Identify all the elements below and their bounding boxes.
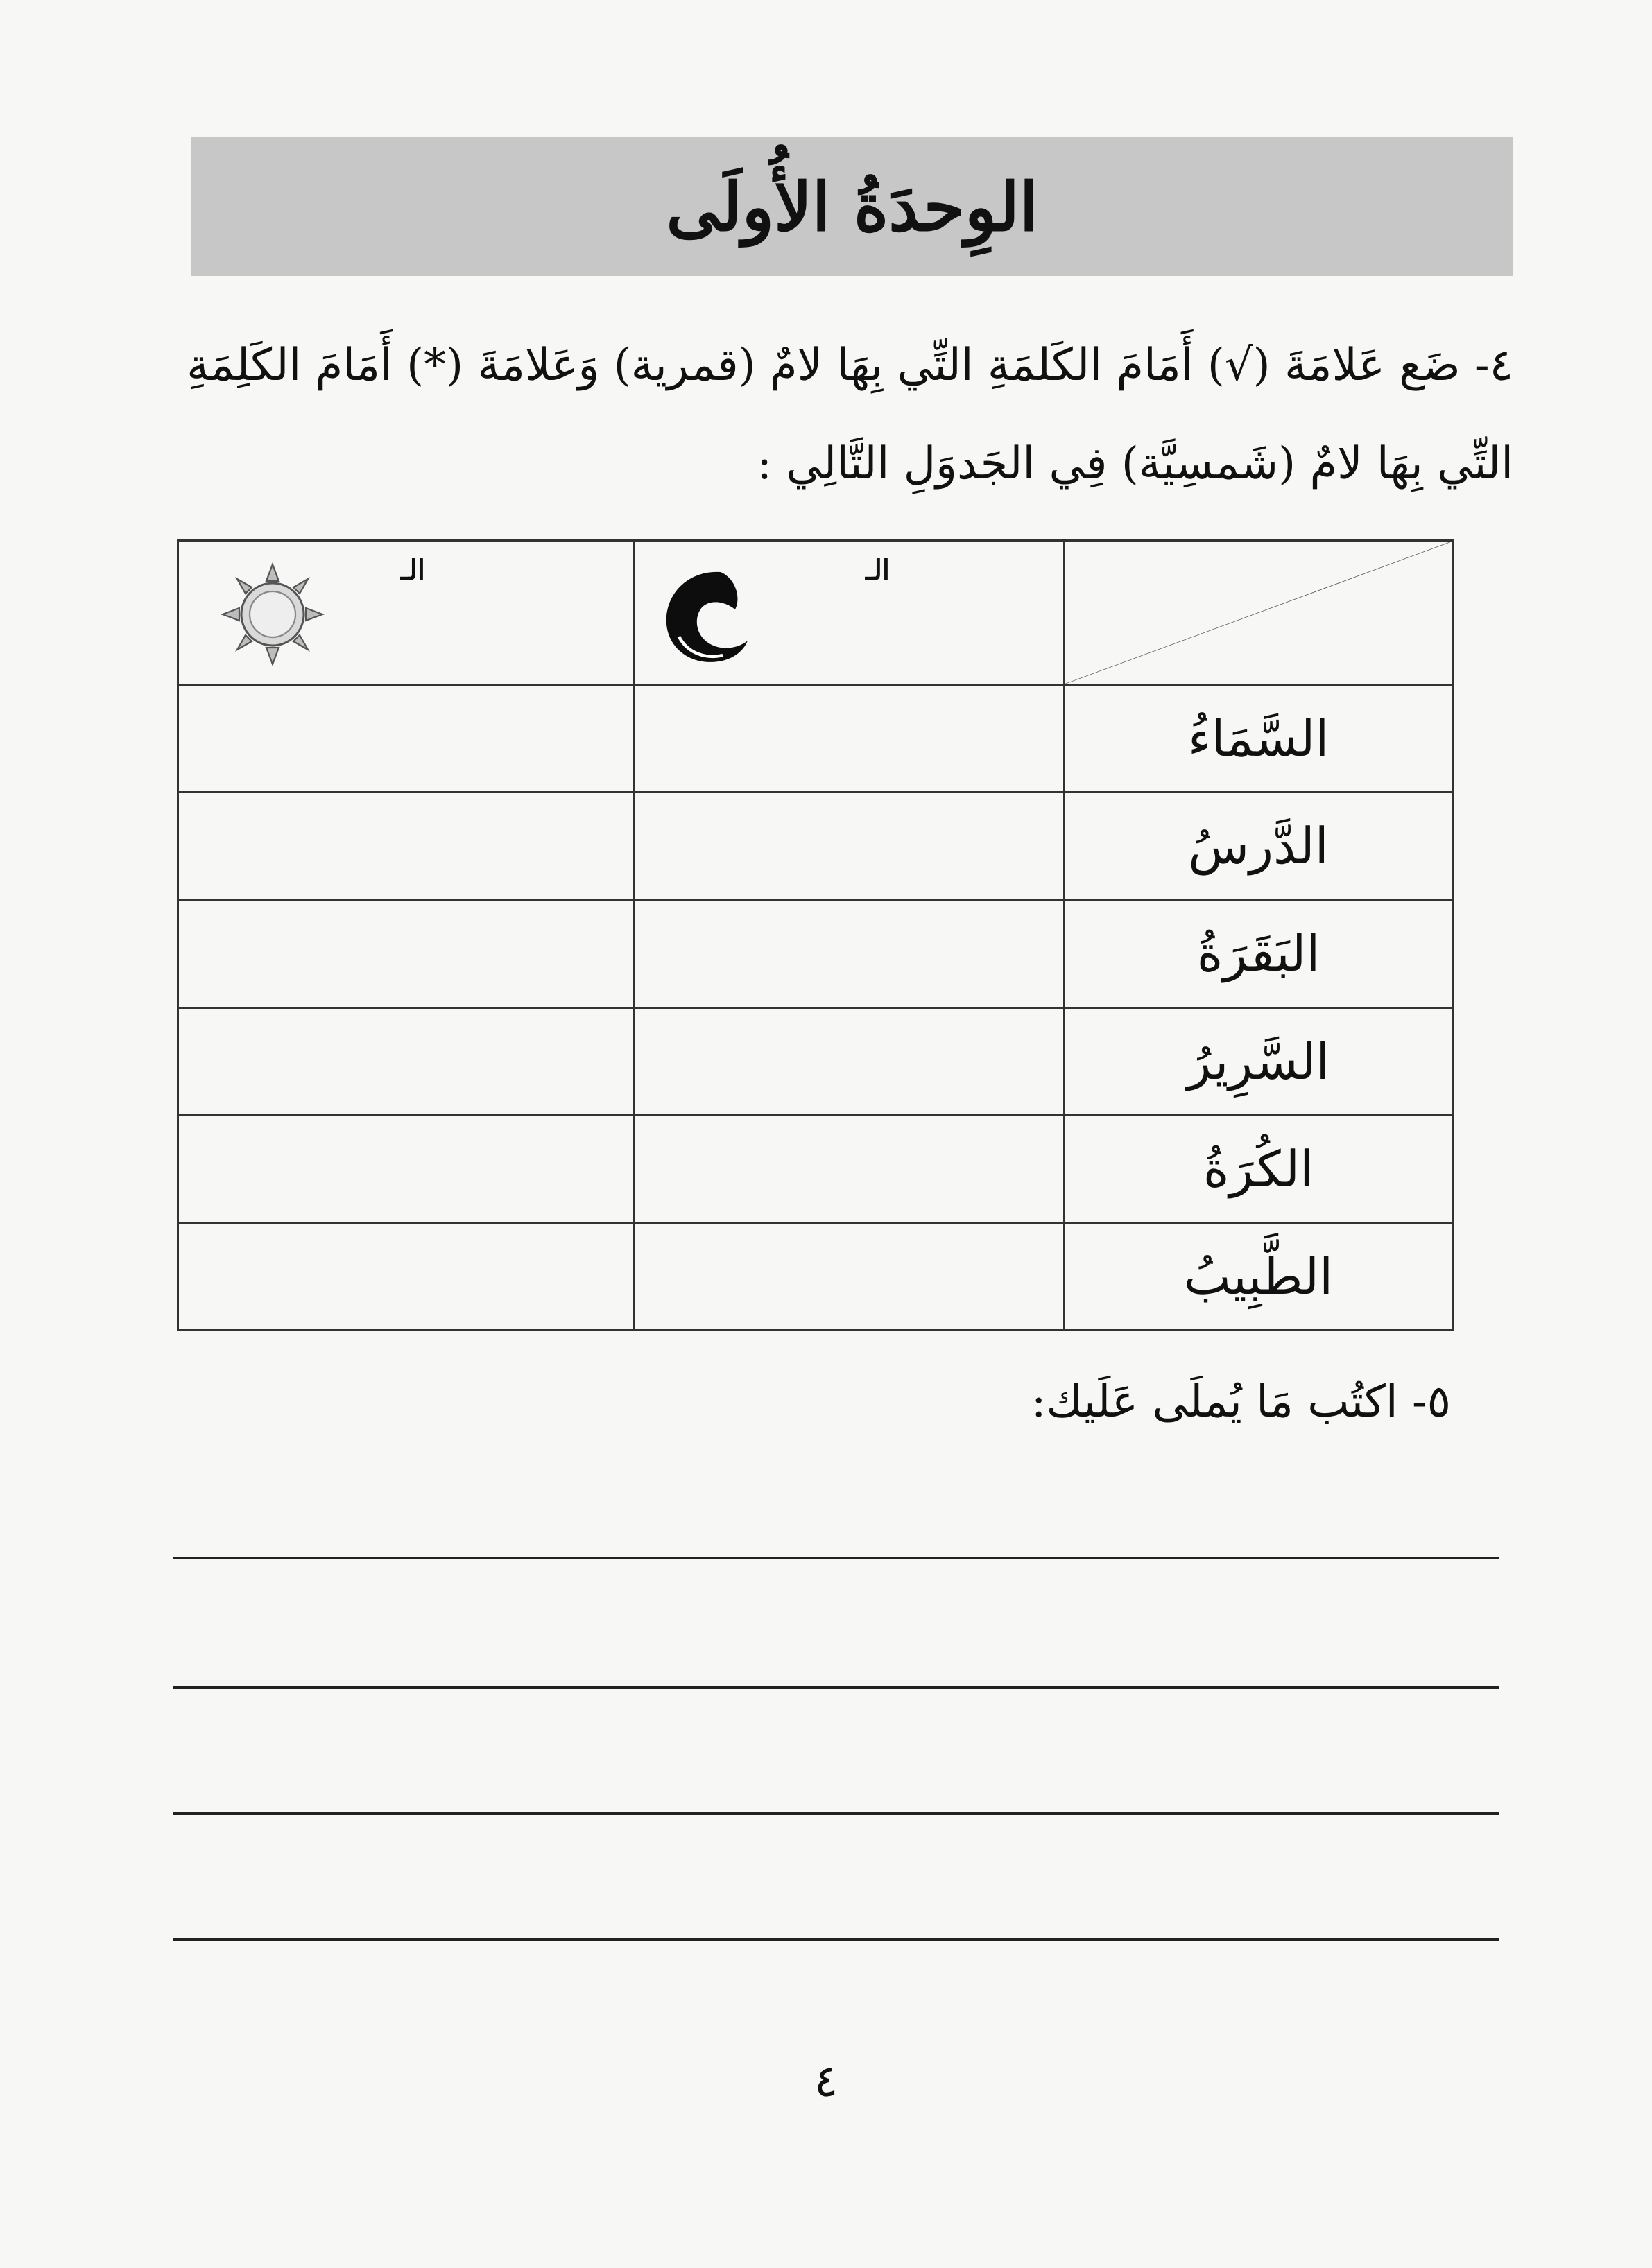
shams-header-label: الـ (400, 554, 425, 587)
dictation-writing-line[interactable] (173, 1812, 1499, 1815)
shams-answer-cell[interactable] (178, 685, 635, 793)
table-row (178, 685, 1453, 793)
qamar-answer-cell[interactable] (635, 685, 1065, 793)
shams-header-cell (178, 541, 635, 685)
moon-icon (656, 564, 760, 668)
table-header-row (178, 541, 1453, 685)
qamar-answer-cell[interactable] (635, 1115, 1065, 1222)
shams-answer-cell[interactable] (178, 1115, 635, 1222)
lam-classification-table (177, 539, 1454, 1331)
unit-title: الوِحدَةُ الأُولَى (666, 167, 1038, 246)
word-cell: الكُرَةُ (1065, 1115, 1453, 1222)
dictation-writing-line[interactable] (173, 1686, 1499, 1689)
word-cell: الطَّبِيبُ (1065, 1222, 1453, 1330)
table-row (178, 1222, 1453, 1330)
shams-answer-cell[interactable] (178, 1222, 635, 1330)
qamar-answer-cell[interactable] (635, 1222, 1065, 1330)
word-cell: السَّمَاءُ (1065, 685, 1453, 793)
dictation-writing-line[interactable] (173, 1557, 1499, 1559)
table-row (178, 793, 1453, 900)
word-cell: السَّرِيرُ (1065, 1007, 1453, 1115)
exercise5-instruction: ٥- اكتُب مَا يُملَى عَلَيك: (1031, 1376, 1451, 1428)
sun-icon (221, 562, 325, 666)
shams-answer-cell[interactable] (178, 1007, 635, 1115)
diagonal-divider (1065, 542, 1452, 684)
qamar-header-label: الـ (865, 554, 890, 587)
unit-banner (191, 137, 1513, 276)
exercise4-instruction-line2: التِّي بِهَا لامٌ (شَمسِيَّة) فِي الجَدوَلِ التَّالِي : (757, 438, 1513, 490)
page-number: ٤ (814, 2056, 838, 2107)
exercise4-instruction-line1: ٤- ضَع عَلامَةَ (√) أَمَامَ الكَلمَةِ التِّي بِهَا لامٌ (قمرية) وَعَلامَةَ (*) أَمَامَ الكَلِمَةِ (187, 340, 1513, 391)
word-cell: البَقَرَةُ (1065, 900, 1453, 1007)
dictation-writing-line[interactable] (173, 1938, 1499, 1941)
qamar-answer-cell[interactable] (635, 793, 1065, 900)
table-row (178, 1115, 1453, 1222)
qamar-answer-cell[interactable] (635, 1007, 1065, 1115)
table-row (178, 1007, 1453, 1115)
corner-header-cell (1065, 541, 1453, 685)
shams-answer-cell[interactable] (178, 793, 635, 900)
table-row (178, 900, 1453, 1007)
shams-answer-cell[interactable] (178, 900, 635, 1007)
qamar-header-cell (635, 541, 1065, 685)
qamar-answer-cell[interactable] (635, 900, 1065, 1007)
word-cell: الدَّرسُ (1065, 793, 1453, 900)
